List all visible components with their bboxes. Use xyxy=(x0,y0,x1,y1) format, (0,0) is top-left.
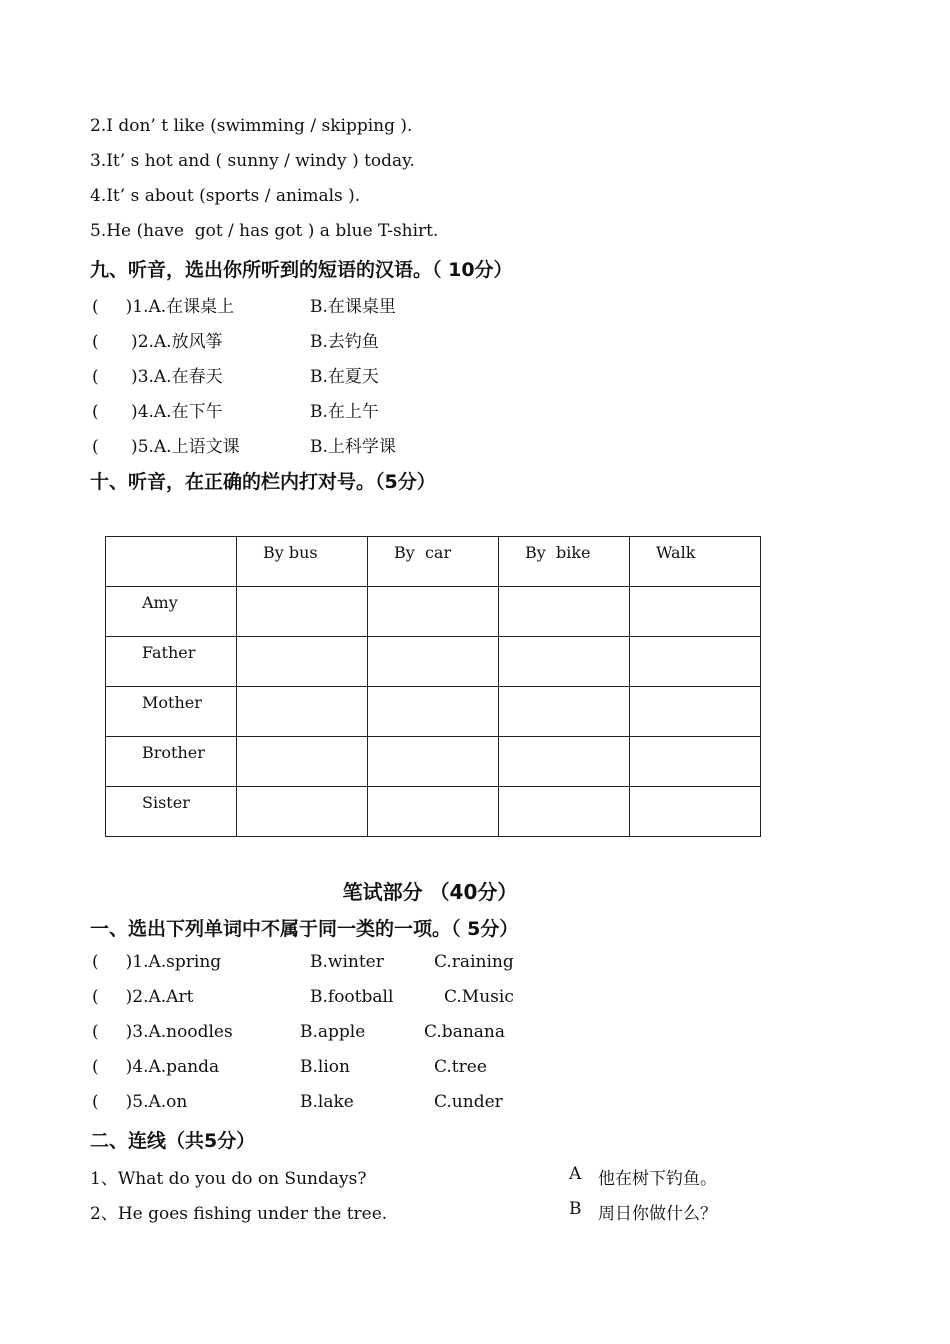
table-header-row xyxy=(106,537,761,587)
row-header-amy: Amy xyxy=(106,587,237,637)
table-row xyxy=(106,787,761,837)
sentence-3: 3.It’ s hot and ( sunny / windy ) today. xyxy=(90,151,415,171)
s9-item-1-question: ( )1.A.在课桌上 xyxy=(92,297,235,317)
section-10-title: 十、听音，在正确的栏内打对号。（5分） xyxy=(90,471,436,493)
transport-table xyxy=(105,536,761,837)
s9-item-3-question: ( )3.A.在春天 xyxy=(92,367,223,387)
sentence-2: 2.I don’ t like (swimming / skipping ). xyxy=(90,116,413,136)
p2-item-b-letter: B xyxy=(569,1199,582,1219)
s9-item-4-question: ( )4.A.在下午 xyxy=(92,402,223,422)
table-row xyxy=(106,587,761,637)
answer-cell[interactable] xyxy=(630,737,761,787)
sentence-5: 5.He (have got / has got ) a blue T-shirt. xyxy=(90,221,439,241)
p1-item-3-question: ( )3.A.noodles xyxy=(92,1022,233,1042)
row-header-sister: Sister xyxy=(106,787,237,837)
answer-cell[interactable] xyxy=(499,637,630,687)
answer-cell[interactable] xyxy=(237,787,368,837)
section-9-title: 九、听音，选出你所听到的短语的汉语。（ 10分） xyxy=(90,259,513,281)
table-row xyxy=(106,687,761,737)
p1-item-1-option-c: C.raining xyxy=(434,952,514,972)
table-row xyxy=(106,637,761,687)
s9-item-3-option-b: B.在夏天 xyxy=(310,367,379,387)
answer-cell[interactable] xyxy=(630,637,761,687)
answer-cell[interactable] xyxy=(368,787,499,837)
answer-cell[interactable] xyxy=(630,587,761,637)
table-row xyxy=(106,737,761,787)
p1-item-4-option-c: C.tree xyxy=(434,1057,487,1077)
p1-item-5-question: ( )5.A.on xyxy=(92,1092,188,1112)
p1-item-1-question: ( )1.A.spring xyxy=(92,952,222,972)
s9-item-2-question: ( )2.A.放风筝 xyxy=(92,332,223,352)
p2-item-1-english: 1、What do you do on Sundays? xyxy=(90,1169,367,1189)
p2-item-a-chinese: 他在树下钓鱼。 xyxy=(598,1169,717,1189)
s9-item-4-option-b: B.在上午 xyxy=(310,402,379,422)
p1-item-4-question: ( )4.A.panda xyxy=(92,1057,220,1077)
part-1-title: 一、选出下列单词中不属于同一类的一项。（ 5分） xyxy=(90,918,519,940)
column-header-by-bus: By bus xyxy=(237,537,368,587)
answer-cell[interactable] xyxy=(237,587,368,637)
p1-item-5-option-c: C.under xyxy=(434,1092,503,1112)
s9-item-5-option-b: B.上科学课 xyxy=(310,437,396,457)
table-corner-cell xyxy=(106,537,237,587)
p1-item-4-option-b: B.lion xyxy=(300,1057,350,1077)
answer-cell[interactable] xyxy=(237,637,368,687)
answer-cell[interactable] xyxy=(368,687,499,737)
s9-item-2-option-b: B.去钓鱼 xyxy=(310,332,379,352)
row-header-brother: Brother xyxy=(106,737,237,787)
written-part-title: 笔试部分 （40分） xyxy=(342,880,518,904)
answer-cell[interactable] xyxy=(368,737,499,787)
answer-cell[interactable] xyxy=(368,587,499,637)
answer-cell[interactable] xyxy=(499,587,630,637)
p1-item-2-question: ( )2.A.Art xyxy=(92,987,194,1007)
answer-cell[interactable] xyxy=(237,737,368,787)
answer-cell[interactable] xyxy=(499,687,630,737)
part-2-title: 二、连线（共5分） xyxy=(90,1130,256,1152)
s9-item-1-option-b: B.在课桌里 xyxy=(310,297,396,317)
row-header-father: Father xyxy=(106,637,237,687)
column-header-walk: Walk xyxy=(630,537,761,587)
p1-item-3-option-c: C.banana xyxy=(424,1022,505,1042)
column-header-by-bike: By bike xyxy=(499,537,630,587)
answer-cell[interactable] xyxy=(368,637,499,687)
answer-cell[interactable] xyxy=(499,737,630,787)
p1-item-2-option-c: C.Music xyxy=(444,987,514,1007)
p1-item-2-option-b: B.football xyxy=(310,987,394,1007)
answer-cell[interactable] xyxy=(237,687,368,737)
p1-item-3-option-b: B.apple xyxy=(300,1022,366,1042)
p2-item-b-chinese: 周日你做什么？ xyxy=(598,1204,717,1224)
answer-cell[interactable] xyxy=(630,687,761,737)
answer-cell[interactable] xyxy=(499,787,630,837)
sentence-4: 4.It’ s about (sports / animals ). xyxy=(90,186,361,206)
answer-cell[interactable] xyxy=(630,787,761,837)
p2-item-2-english: 2、He goes fishing under the tree. xyxy=(90,1204,388,1224)
p1-item-1-option-b: B.winter xyxy=(310,952,384,972)
p2-item-a-letter: A xyxy=(569,1164,582,1184)
row-header-mother: Mother xyxy=(106,687,237,737)
column-header-by-car: By car xyxy=(368,537,499,587)
s9-item-5-question: ( )5.A.上语文课 xyxy=(92,437,240,457)
p1-item-5-option-b: B.lake xyxy=(300,1092,354,1112)
